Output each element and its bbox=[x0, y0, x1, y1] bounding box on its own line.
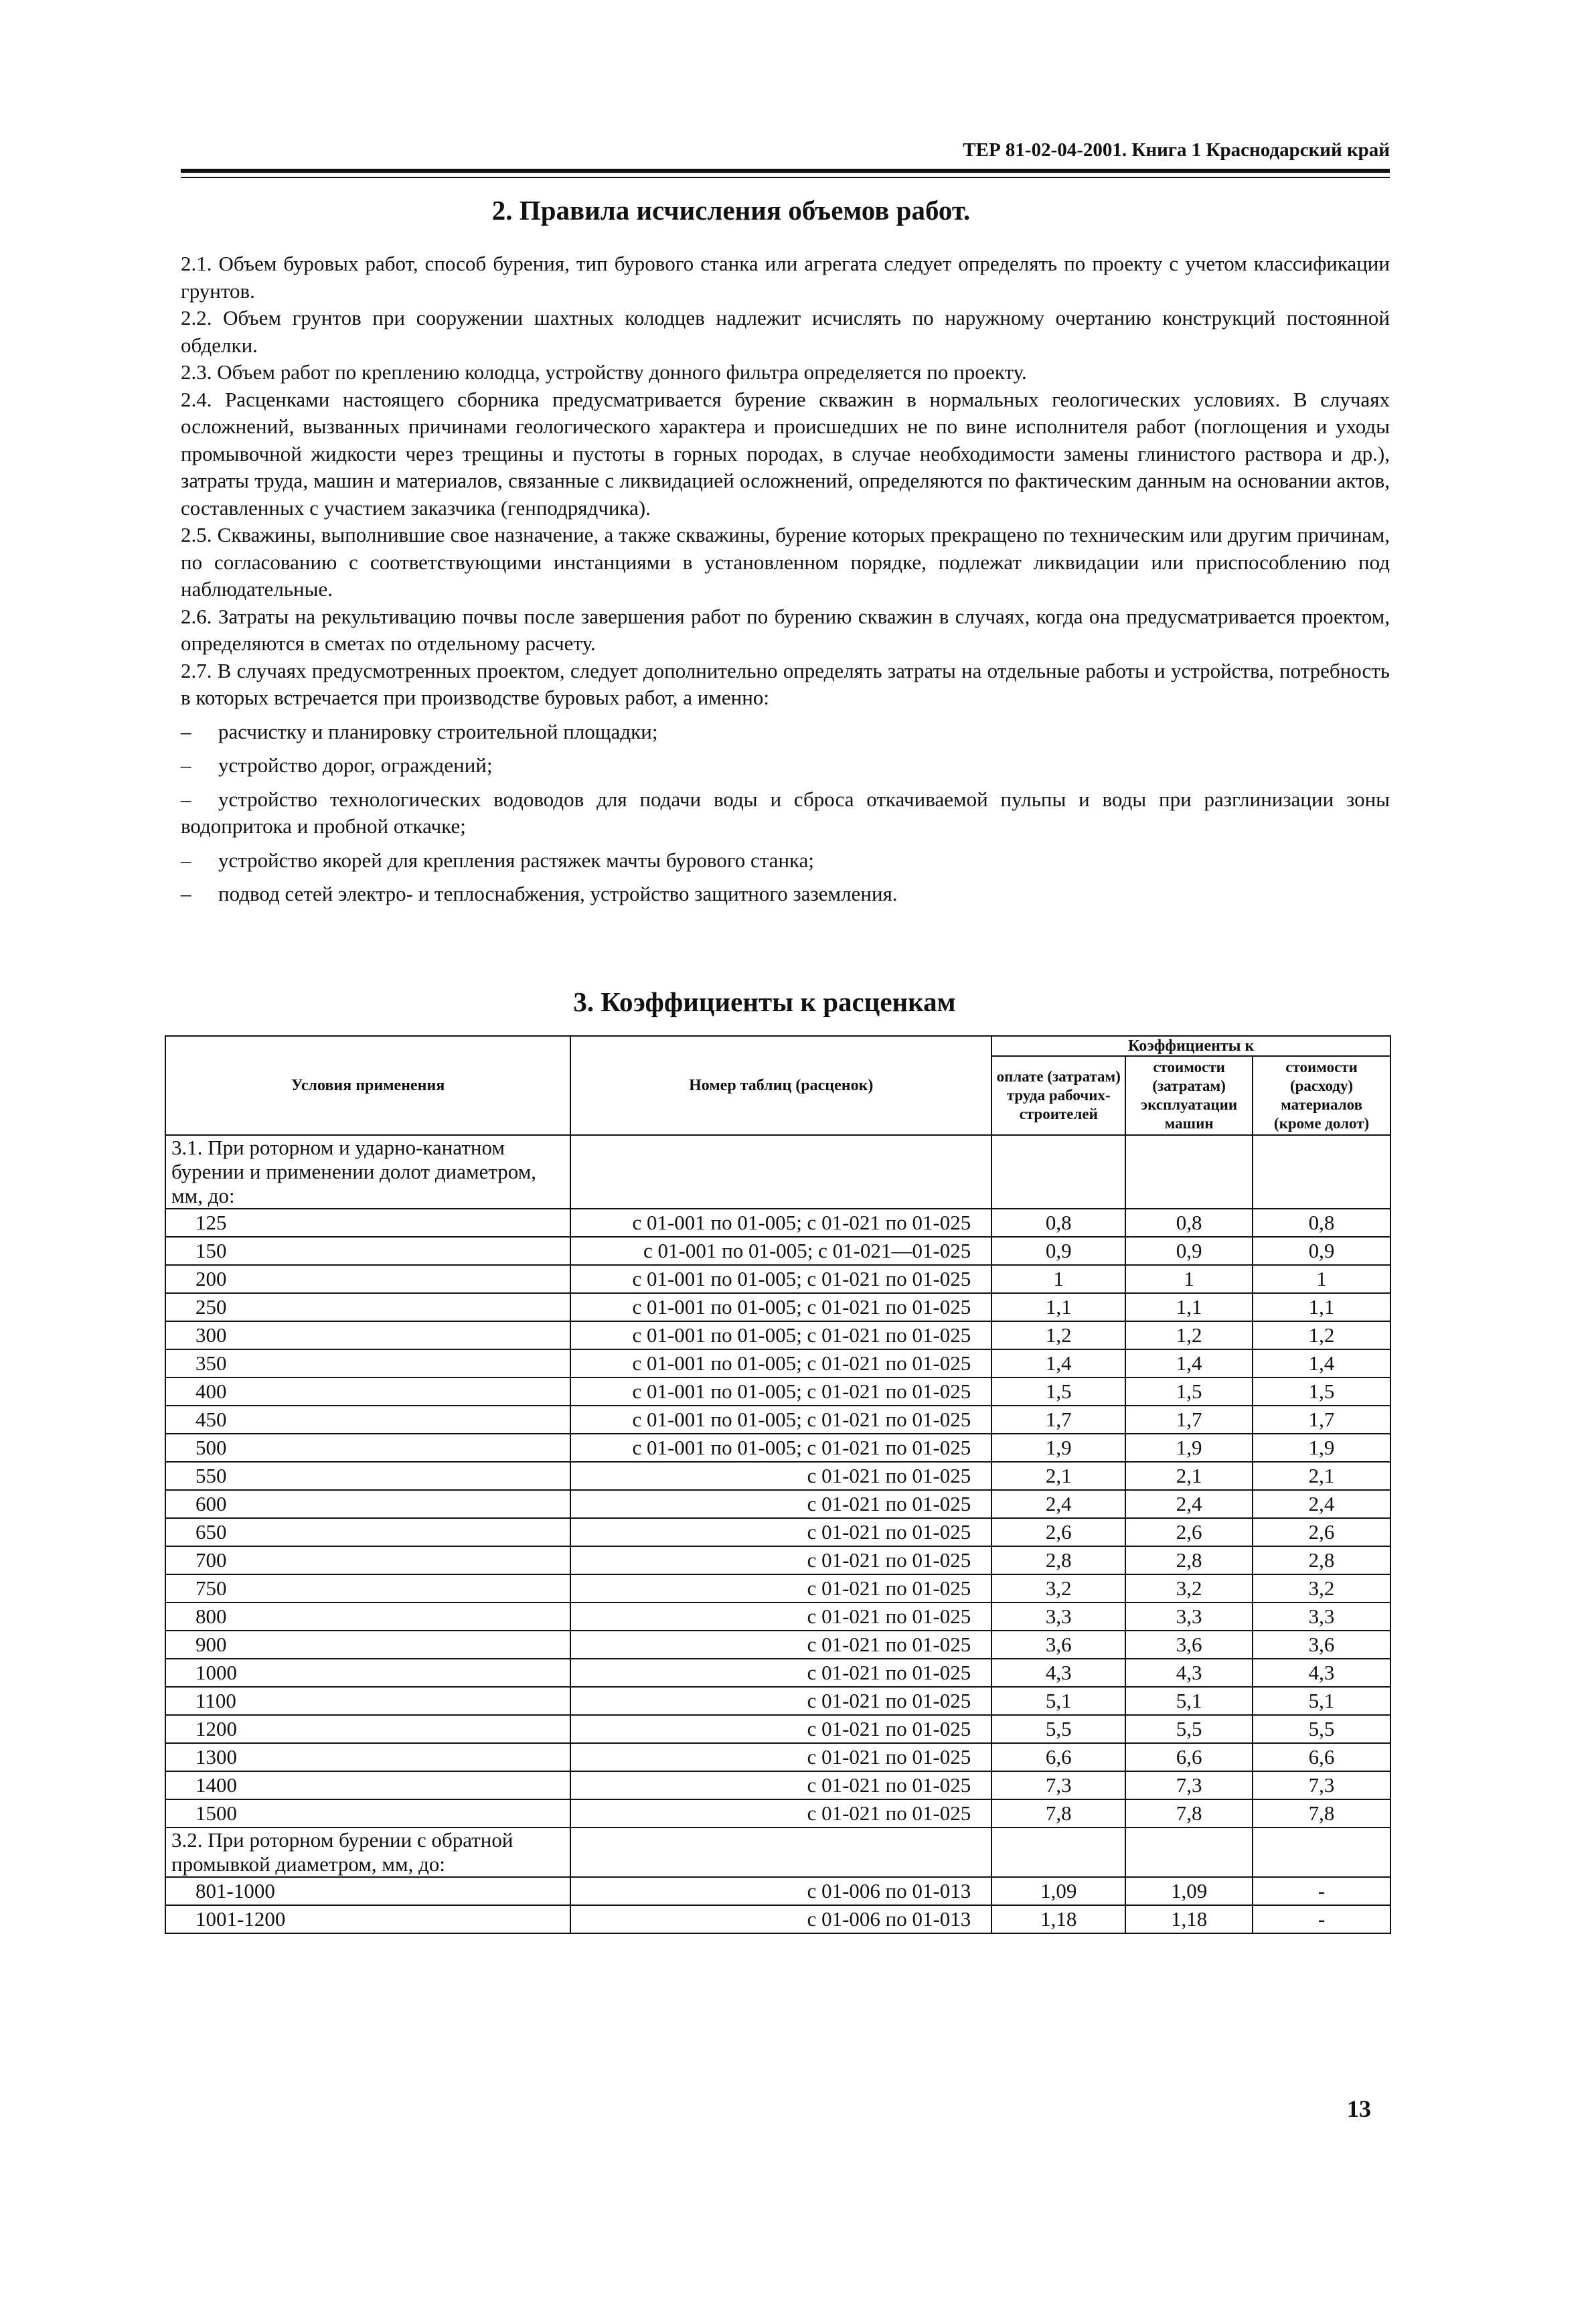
paragraph-2-6: 2.6. Затраты на рекультивацию почвы после завершения работ по бурению скважин в случаях, когда она предусматривается проектом, определяются в сметах по отдельному расчету. bbox=[181, 604, 1390, 655]
header-rule-thin bbox=[181, 177, 1390, 178]
table-group-row bbox=[165, 1135, 1390, 1209]
labor-coef-cell: 1,5 bbox=[991, 1377, 1125, 1406]
materials-coef-cell: 2,6 bbox=[1253, 1518, 1390, 1546]
table-row bbox=[165, 1406, 1390, 1434]
empty-cell bbox=[570, 1827, 991, 1877]
diameter-cell: 350 bbox=[165, 1349, 570, 1377]
labor-coef-cell: 3,2 bbox=[991, 1574, 1125, 1602]
table-row bbox=[165, 1209, 1390, 1237]
paragraph-2-2: 2.2. Объем грунтов при сооружении шахтных колодцев надлежит исчислять по наружному очертанию конструкций постоянной обделки. bbox=[181, 306, 1390, 357]
table-row bbox=[165, 1462, 1390, 1490]
table-numbers-cell: с 01-001 по 01-005; с 01-021 по 01-025 bbox=[570, 1377, 991, 1406]
table-row bbox=[165, 1771, 1390, 1799]
machines-coef-cell: 1,18 bbox=[1125, 1905, 1253, 1933]
labor-coef-cell: 6,6 bbox=[991, 1743, 1125, 1771]
table-row bbox=[165, 1631, 1390, 1659]
labor-coef-cell: 1,18 bbox=[991, 1905, 1125, 1933]
labor-coef-cell: 1,4 bbox=[991, 1349, 1125, 1377]
machines-coef-cell: 5,5 bbox=[1125, 1715, 1253, 1743]
labor-coef-cell: 4,3 bbox=[991, 1659, 1125, 1687]
labor-coef-cell: 2,4 bbox=[991, 1490, 1125, 1518]
machines-coef-cell: 3,6 bbox=[1125, 1631, 1253, 1659]
table-numbers-cell: с 01-021 по 01-025 bbox=[570, 1799, 991, 1827]
table-numbers-cell: с 01-001 по 01-005; с 01-021 по 01-025 bbox=[570, 1293, 991, 1321]
diameter-cell: 800 bbox=[165, 1602, 570, 1631]
list-item: – устройство якорей для крепления растяжек мачты бурового станка; bbox=[181, 848, 815, 872]
labor-coef-cell: 0,8 bbox=[991, 1209, 1125, 1237]
machines-coef-cell: 1,7 bbox=[1125, 1406, 1253, 1434]
section2-title: 2. Правила исчисления объемов работ. bbox=[491, 195, 971, 226]
machines-coef-cell: 5,1 bbox=[1125, 1687, 1253, 1715]
machines-coef-cell: 3,3 bbox=[1125, 1602, 1253, 1631]
materials-coef-cell: 7,3 bbox=[1253, 1771, 1390, 1799]
table-row bbox=[165, 1377, 1390, 1406]
table-group-row bbox=[165, 1827, 1390, 1877]
list-item: – подвод сетей электро- и теплоснабжения, устройство защитного заземления. bbox=[181, 882, 898, 905]
table-numbers-cell: с 01-021 по 01-025 bbox=[570, 1462, 991, 1490]
machines-coef-cell: 1,2 bbox=[1125, 1321, 1253, 1349]
empty-cell bbox=[1125, 1135, 1253, 1209]
empty-cell bbox=[1253, 1135, 1390, 1209]
table-row bbox=[165, 1434, 1390, 1462]
running-header: ТЕР 81-02-04-2001. Книга 1 Краснодарский край bbox=[963, 139, 1390, 161]
machines-coef-cell: 1,1 bbox=[1125, 1293, 1253, 1321]
table-numbers-cell: с 01-001 по 01-005; с 01-021 по 01-025 bbox=[570, 1321, 991, 1349]
machines-coef-cell: 2,4 bbox=[1125, 1490, 1253, 1518]
labor-coef-cell: 2,1 bbox=[991, 1462, 1125, 1490]
coefficients-table bbox=[165, 1035, 1391, 1934]
machines-coef-cell: 2,8 bbox=[1125, 1546, 1253, 1574]
table-numbers-cell: с 01-021 по 01-025 bbox=[570, 1659, 991, 1687]
materials-coef-cell: 1,9 bbox=[1253, 1434, 1390, 1462]
table-numbers-cell: с 01-021 по 01-025 bbox=[570, 1546, 991, 1574]
machines-coef-cell: 0,9 bbox=[1125, 1237, 1253, 1265]
table-row bbox=[165, 1659, 1390, 1687]
list-item: – устройство технологических водоводов для подачи воды и сброса откачиваемой пульпы и воды при разглинизации зоны водопритока и пробной откачке; bbox=[181, 787, 1390, 838]
diameter-cell: 500 bbox=[165, 1434, 570, 1462]
header-labor: оплате (затратам) труда рабочих-строителей bbox=[991, 1056, 1125, 1135]
materials-coef-cell: 3,2 bbox=[1253, 1574, 1390, 1602]
table-numbers-cell: с 01-021 по 01-025 bbox=[570, 1602, 991, 1631]
table-row bbox=[165, 1574, 1390, 1602]
table-numbers-cell: с 01-021 по 01-025 bbox=[570, 1574, 991, 1602]
machines-coef-cell: 1 bbox=[1125, 1265, 1253, 1293]
table-numbers-cell: с 01-001 по 01-005; с 01-021 по 01-025 bbox=[570, 1349, 991, 1377]
diameter-cell: 600 bbox=[165, 1490, 570, 1518]
table-row bbox=[165, 1237, 1390, 1265]
machines-coef-cell: 7,8 bbox=[1125, 1799, 1253, 1827]
table-row bbox=[165, 1687, 1390, 1715]
labor-coef-cell: 7,8 bbox=[991, 1799, 1125, 1827]
diameter-cell: 801-1000 bbox=[165, 1877, 570, 1905]
paragraph-2-5: 2.5. Скважины, выполнившие свое назначение, а также скважины, бурение которых прекращено по техническим или другим причинам, по согласованию с соответствующими инстанциями в установленном порядке, подлежат ликвидации или приспособлению под наблюдательные. bbox=[181, 523, 1390, 601]
machines-coef-cell: 1,9 bbox=[1125, 1434, 1253, 1462]
materials-coef-cell: 1,4 bbox=[1253, 1349, 1390, 1377]
materials-coef-cell: 1,2 bbox=[1253, 1321, 1390, 1349]
section2-body bbox=[181, 250, 1390, 908]
table-row bbox=[165, 1518, 1390, 1546]
labor-coef-cell: 1 bbox=[991, 1265, 1125, 1293]
materials-coef-cell: 5,5 bbox=[1253, 1715, 1390, 1743]
table-numbers-cell: с 01-001 по 01-005; с 01-021 по 01-025 bbox=[570, 1434, 991, 1462]
materials-coef-cell: 1,5 bbox=[1253, 1377, 1390, 1406]
diameter-cell: 1001-1200 bbox=[165, 1905, 570, 1933]
table-row bbox=[165, 1490, 1390, 1518]
paragraph-2-3: 2.3. Объем работ по креплению колодца, устройству донного фильтра определяется по проекту. bbox=[181, 360, 1027, 384]
labor-coef-cell: 1,9 bbox=[991, 1434, 1125, 1462]
diameter-cell: 900 bbox=[165, 1631, 570, 1659]
labor-coef-cell: 1,1 bbox=[991, 1293, 1125, 1321]
table-numbers-cell: с 01-006 по 01-013 bbox=[570, 1877, 991, 1905]
group-label: 3.2. При роторном бурении с обратной промывкой диаметром, мм, до: bbox=[165, 1827, 570, 1877]
diameter-cell: 300 bbox=[165, 1321, 570, 1349]
table-row bbox=[165, 1321, 1390, 1349]
paragraph-2-7: 2.7. В случаях предусмотренных проектом, следует дополнительно определять затраты на отдельные работы и устройства, потребность в которых встречается при производстве буровых работ, а именно: bbox=[181, 658, 1390, 709]
table-row bbox=[165, 1715, 1390, 1743]
table-row bbox=[165, 1602, 1390, 1631]
diameter-cell: 750 bbox=[165, 1574, 570, 1602]
labor-coef-cell: 1,2 bbox=[991, 1321, 1125, 1349]
page-number: 13 bbox=[1347, 2095, 1371, 2122]
materials-coef-cell: 3,3 bbox=[1253, 1602, 1390, 1631]
table-numbers-cell: с 01-021 по 01-025 bbox=[570, 1715, 991, 1743]
empty-cell bbox=[1125, 1827, 1253, 1877]
diameter-cell: 250 bbox=[165, 1293, 570, 1321]
materials-coef-cell: 2,1 bbox=[1253, 1462, 1390, 1490]
diameter-cell: 1200 bbox=[165, 1715, 570, 1743]
table-numbers-cell: с 01-001 по 01-005; с 01-021 по 01-025 bbox=[570, 1209, 991, 1237]
table-row bbox=[165, 1349, 1390, 1377]
diameter-cell: 650 bbox=[165, 1518, 570, 1546]
labor-coef-cell: 2,8 bbox=[991, 1546, 1125, 1574]
machines-coef-cell: 1,09 bbox=[1125, 1877, 1253, 1905]
header-materials: стоимости (расходу) материалов (кроме долот) bbox=[1253, 1056, 1390, 1135]
list-item: – устройство дорог, ограждений; bbox=[181, 753, 493, 777]
machines-coef-cell: 3,2 bbox=[1125, 1574, 1253, 1602]
labor-coef-cell: 1,7 bbox=[991, 1406, 1125, 1434]
table-numbers-cell: с 01-006 по 01-013 bbox=[570, 1905, 991, 1933]
header-machines: стоимости (затратам) эксплуатации машин bbox=[1125, 1056, 1253, 1135]
header-table-numbers: Номер таблиц (расценок) bbox=[570, 1036, 991, 1135]
materials-coef-cell: 1 bbox=[1253, 1265, 1390, 1293]
diameter-cell: 700 bbox=[165, 1546, 570, 1574]
materials-coef-cell: 1,7 bbox=[1253, 1406, 1390, 1434]
machines-coef-cell: 7,3 bbox=[1125, 1771, 1253, 1799]
table-row bbox=[165, 1905, 1390, 1933]
table-row bbox=[165, 1265, 1390, 1293]
labor-coef-cell: 2,6 bbox=[991, 1518, 1125, 1546]
materials-coef-cell: - bbox=[1253, 1905, 1390, 1933]
materials-coef-cell: - bbox=[1253, 1877, 1390, 1905]
diameter-cell: 1100 bbox=[165, 1687, 570, 1715]
labor-coef-cell: 3,3 bbox=[991, 1602, 1125, 1631]
labor-coef-cell: 5,5 bbox=[991, 1715, 1125, 1743]
machines-coef-cell: 2,6 bbox=[1125, 1518, 1253, 1546]
materials-coef-cell: 5,1 bbox=[1253, 1687, 1390, 1715]
paragraph-2-4: 2.4. Расценками настоящего сборника предусматривается бурение скважин в нормальных геологических условиях. В случаях осложнений, вызванных причинами геологического характера и происшедших не по вине исполнителя работ (поглощения и уходы промывочной жидкости через трещины и пустоты в горных породах, в случае необходимости замены глинистого раствора и др.), затраты труда, машин и материалов, связанные с ликвидацией осложнений, определяются по фактическим данным на основании актов, составленных с участием заказчика (генподрядчика). bbox=[181, 387, 1390, 520]
table-row bbox=[165, 1877, 1390, 1905]
diameter-cell: 125 bbox=[165, 1209, 570, 1237]
table-row bbox=[165, 1743, 1390, 1771]
labor-coef-cell: 0,9 bbox=[991, 1237, 1125, 1265]
group-label: 3.1. При роторном и ударно-канатном бурении и применении долот диаметром, мм, до: bbox=[165, 1135, 570, 1209]
machines-coef-cell: 0,8 bbox=[1125, 1209, 1253, 1237]
materials-coef-cell: 2,8 bbox=[1253, 1546, 1390, 1574]
table-numbers-cell: с 01-001 по 01-005; с 01-021—01-025 bbox=[570, 1237, 991, 1265]
labor-coef-cell: 3,6 bbox=[991, 1631, 1125, 1659]
table-row bbox=[165, 1799, 1390, 1827]
list-item: – расчистку и планировку строительной площадки; bbox=[181, 719, 658, 743]
table-numbers-cell: с 01-001 по 01-005; с 01-021 по 01-025 bbox=[570, 1265, 991, 1293]
header-coef-group: Коэффициенты к bbox=[991, 1036, 1390, 1056]
table-numbers-cell: с 01-021 по 01-025 bbox=[570, 1490, 991, 1518]
labor-coef-cell: 5,1 bbox=[991, 1687, 1125, 1715]
machines-coef-cell: 2,1 bbox=[1125, 1462, 1253, 1490]
diameter-cell: 1300 bbox=[165, 1743, 570, 1771]
empty-cell bbox=[991, 1827, 1125, 1877]
labor-coef-cell: 7,3 bbox=[991, 1771, 1125, 1799]
machines-coef-cell: 6,6 bbox=[1125, 1743, 1253, 1771]
table-row bbox=[165, 1293, 1390, 1321]
machines-coef-cell: 1,4 bbox=[1125, 1349, 1253, 1377]
materials-coef-cell: 6,6 bbox=[1253, 1743, 1390, 1771]
machines-coef-cell: 4,3 bbox=[1125, 1659, 1253, 1687]
diameter-cell: 150 bbox=[165, 1237, 570, 1265]
paragraph-2-1: 2.1. Объем буровых работ, способ бурения, тип бурового станка или агрегата следует определять по проекту с учетом классификации грунтов. bbox=[181, 252, 1390, 303]
materials-coef-cell: 3,6 bbox=[1253, 1631, 1390, 1659]
diameter-cell: 550 bbox=[165, 1462, 570, 1490]
section3-title: 3. Коэффициенты к расценкам bbox=[573, 986, 956, 1017]
table-numbers-cell: с 01-021 по 01-025 bbox=[570, 1631, 991, 1659]
table-numbers-cell: с 01-021 по 01-025 bbox=[570, 1687, 991, 1715]
diameter-cell: 1000 bbox=[165, 1659, 570, 1687]
materials-coef-cell: 0,8 bbox=[1253, 1209, 1390, 1237]
table-numbers-cell: с 01-021 по 01-025 bbox=[570, 1771, 991, 1799]
diameter-cell: 1500 bbox=[165, 1799, 570, 1827]
header-rule bbox=[181, 169, 1390, 173]
table-numbers-cell: с 01-001 по 01-005; с 01-021 по 01-025 bbox=[570, 1406, 991, 1434]
table-numbers-cell: с 01-021 по 01-025 bbox=[570, 1743, 991, 1771]
diameter-cell: 400 bbox=[165, 1377, 570, 1406]
labor-coef-cell: 1,09 bbox=[991, 1877, 1125, 1905]
header-condition: Условия применения bbox=[165, 1036, 570, 1135]
table-body bbox=[165, 1135, 1390, 1933]
materials-coef-cell: 7,8 bbox=[1253, 1799, 1390, 1827]
table-row bbox=[165, 1546, 1390, 1574]
materials-coef-cell: 1,1 bbox=[1253, 1293, 1390, 1321]
diameter-cell: 200 bbox=[165, 1265, 570, 1293]
empty-cell bbox=[570, 1135, 991, 1209]
empty-cell bbox=[991, 1135, 1125, 1209]
diameter-cell: 450 bbox=[165, 1406, 570, 1434]
table-numbers-cell: с 01-021 по 01-025 bbox=[570, 1518, 991, 1546]
materials-coef-cell: 2,4 bbox=[1253, 1490, 1390, 1518]
diameter-cell: 1400 bbox=[165, 1771, 570, 1799]
materials-coef-cell: 0,9 bbox=[1253, 1237, 1390, 1265]
empty-cell bbox=[1253, 1827, 1390, 1877]
materials-coef-cell: 4,3 bbox=[1253, 1659, 1390, 1687]
machines-coef-cell: 1,5 bbox=[1125, 1377, 1253, 1406]
